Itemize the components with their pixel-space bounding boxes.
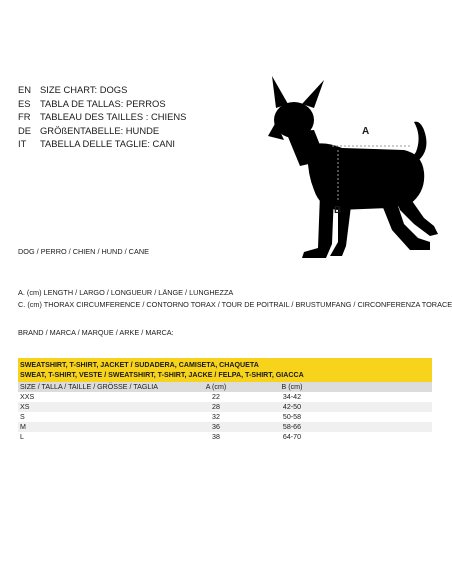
lang-code: DE [18, 124, 32, 136]
cell-size: XS [20, 403, 30, 411]
label-a: A [362, 126, 370, 137]
cell-a: 36 [212, 423, 220, 431]
cell-size: L [20, 433, 24, 441]
table-header-row [18, 382, 432, 392]
label-b: B [334, 205, 342, 216]
cell-b: 50-58 [282, 413, 302, 421]
lang-code: ES [18, 97, 31, 109]
lang-title: TABLEAU DES TAILLES : CHIENS [40, 111, 187, 123]
table-row [18, 392, 432, 402]
cell-size: M [20, 423, 26, 431]
dog-silhouette-diagram [262, 74, 442, 260]
cell-size: S [20, 413, 25, 421]
cell-size: XXS [20, 393, 35, 401]
lang-row-fr [18, 110, 186, 124]
cell-b: 34-42 [282, 393, 302, 401]
measure-a-description: A. (cm) LENGTH / LARGO / LONGUEUR / LÄNGE / LUNGHEZZA [18, 288, 234, 297]
table-title-line-2: SWEAT, T-SHIRT, VESTE / SWEATSHIRT, T-SHIRT, JACKE / FELPA, T-SHIRT, GIACCA [20, 371, 304, 379]
lang-row-es [18, 97, 186, 111]
column-header-size: SIZE / TALLA / TAILLE / GRÖSSE / TAGLIA [20, 383, 158, 391]
dog-languages-line: DOG / PERRO / CHIEN / HUND / CANE [18, 247, 149, 256]
table-row [18, 422, 432, 432]
table-title-line-1: SWEATSHIRT, T-SHIRT, JACKET / SUDADERA, CAMISETA, CHAQUETA [20, 361, 259, 369]
lang-title: TABLA DE TALLAS: PERROS [40, 97, 166, 109]
cell-a: 32 [212, 413, 220, 421]
lang-code: EN [18, 84, 32, 95]
lang-title: SIZE CHART: DOGS [40, 84, 128, 95]
table-title [18, 358, 432, 382]
size-table [18, 358, 432, 442]
cell-a: 22 [212, 393, 220, 401]
cell-b: 42-50 [282, 403, 302, 411]
column-header-b: B (cm) [281, 383, 303, 391]
lang-title: TABELLA DELLE TAGLIE: CANI [40, 138, 175, 150]
brand-line: BRAND / MARCA / MARQUE / ARKE / MARCA: [18, 328, 174, 337]
cell-a: 38 [212, 433, 220, 441]
table-row [18, 412, 432, 422]
column-header-a: A (cm) [205, 383, 227, 391]
lang-code: FR [18, 111, 31, 123]
lang-row-en [18, 83, 186, 97]
cell-a: 28 [212, 403, 220, 411]
lang-title: GRÖßENTABELLE: HUNDE [40, 124, 160, 136]
lang-row-it [18, 137, 186, 151]
language-titles [18, 83, 186, 151]
cell-b: 64-70 [282, 433, 302, 441]
table-row [18, 402, 432, 412]
dog-icon [268, 76, 438, 258]
lang-code: IT [18, 138, 27, 150]
cell-b: 58-66 [282, 423, 302, 431]
lang-row-de [18, 124, 186, 138]
measure-c-description: C. (cm) THORAX CIRCUMFERENCE / CONTORNO TORAX / TOUR DE POITRAIL / BRUSTUMFANG / CIRCONFERENZA TORACE [18, 300, 452, 309]
table-row [18, 432, 432, 442]
